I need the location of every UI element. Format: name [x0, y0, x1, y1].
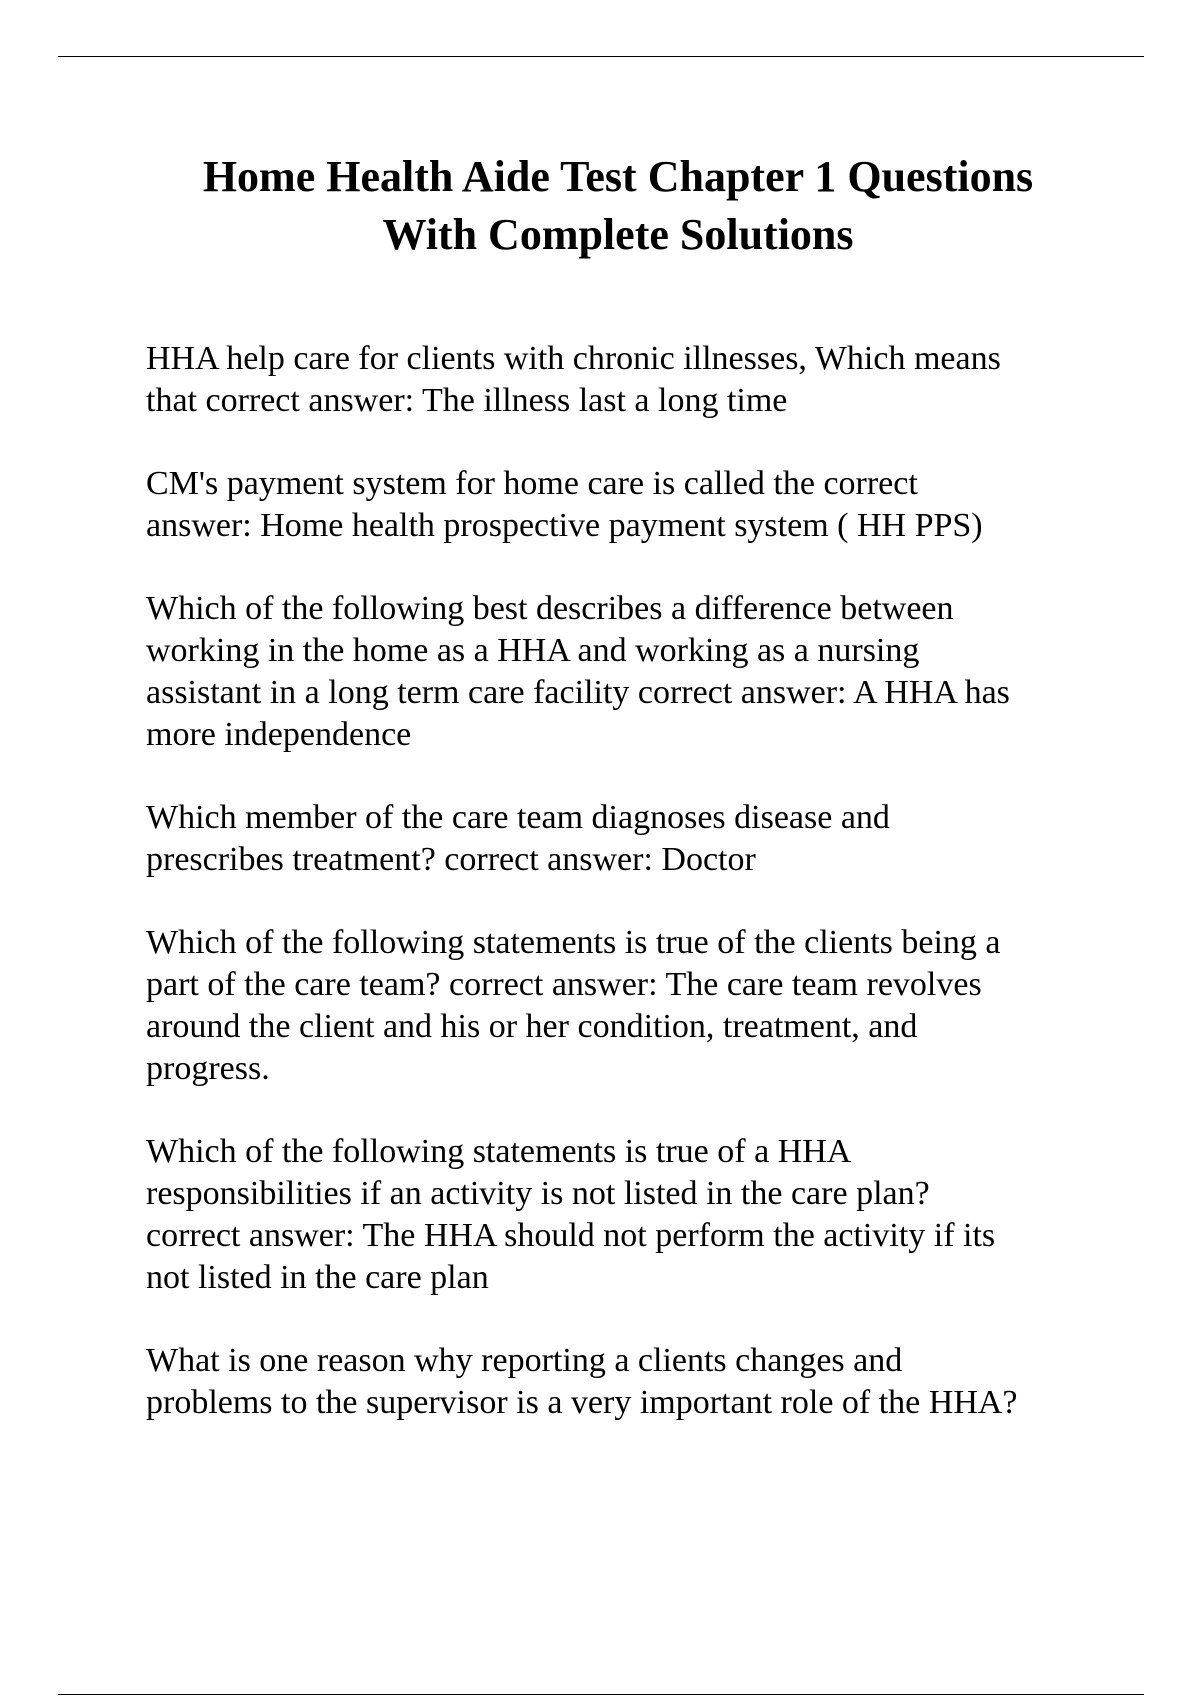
qa-entry	[146, 797, 1096, 881]
qa-entry	[146, 463, 1096, 547]
title-line: With Complete Solutions	[382, 210, 854, 259]
qa-line: CM's payment system for home care is called the correct	[146, 465, 918, 502]
bottom-divider	[58, 1694, 1144, 1695]
qa-entry	[146, 338, 1096, 422]
qa-line: assistant in a long term care facility correct answer: A HHA has	[146, 674, 1010, 711]
top-divider	[58, 56, 1144, 57]
qa-line: working in the home as a HHA and working as a nursing	[146, 632, 920, 669]
title-line: Home Health Aide Test Chapter 1 Questions	[202, 152, 1034, 201]
qa-entry	[146, 1131, 1096, 1299]
qa-line: Which member of the care team diagnoses disease and	[146, 799, 890, 836]
qa-entry	[146, 922, 1096, 1090]
qa-line: around the client and his or her condition, treatment, and	[146, 1008, 918, 1045]
qa-line: prescribes treatment? correct answer: Doctor	[146, 841, 756, 878]
qa-line: Which of the following statements is true of the clients being a	[146, 924, 1001, 961]
qa-line: What is one reason why reporting a clients changes and	[146, 1342, 903, 1379]
qa-line: problems to the supervisor is a very important role of the HHA?	[146, 1384, 1018, 1421]
qa-entry	[146, 1340, 1096, 1424]
qa-line: not listed in the care plan	[146, 1259, 489, 1296]
qa-line: HHA help care for clients with chronic illnesses, Which means	[146, 340, 1001, 377]
page-title	[0, 148, 1200, 264]
qa-entry	[146, 588, 1096, 756]
qa-line: progress.	[146, 1050, 270, 1087]
qa-line: that correct answer: The illness last a long time	[146, 382, 788, 419]
qa-line: part of the care team? correct answer: The care team revolves	[146, 966, 982, 1003]
qa-line: correct answer: The HHA should not perform the activity if its	[146, 1217, 996, 1254]
qa-line: responsibilities if an activity is not listed in the care plan?	[146, 1175, 930, 1212]
qa-line: more independence	[146, 716, 412, 753]
qa-line: answer: Home health prospective payment system ( HH PPS)	[146, 507, 983, 544]
document-body	[146, 338, 1096, 1465]
qa-line: Which of the following best describes a difference between	[146, 590, 954, 627]
qa-line: Which of the following statements is true of a HHA	[146, 1133, 852, 1170]
